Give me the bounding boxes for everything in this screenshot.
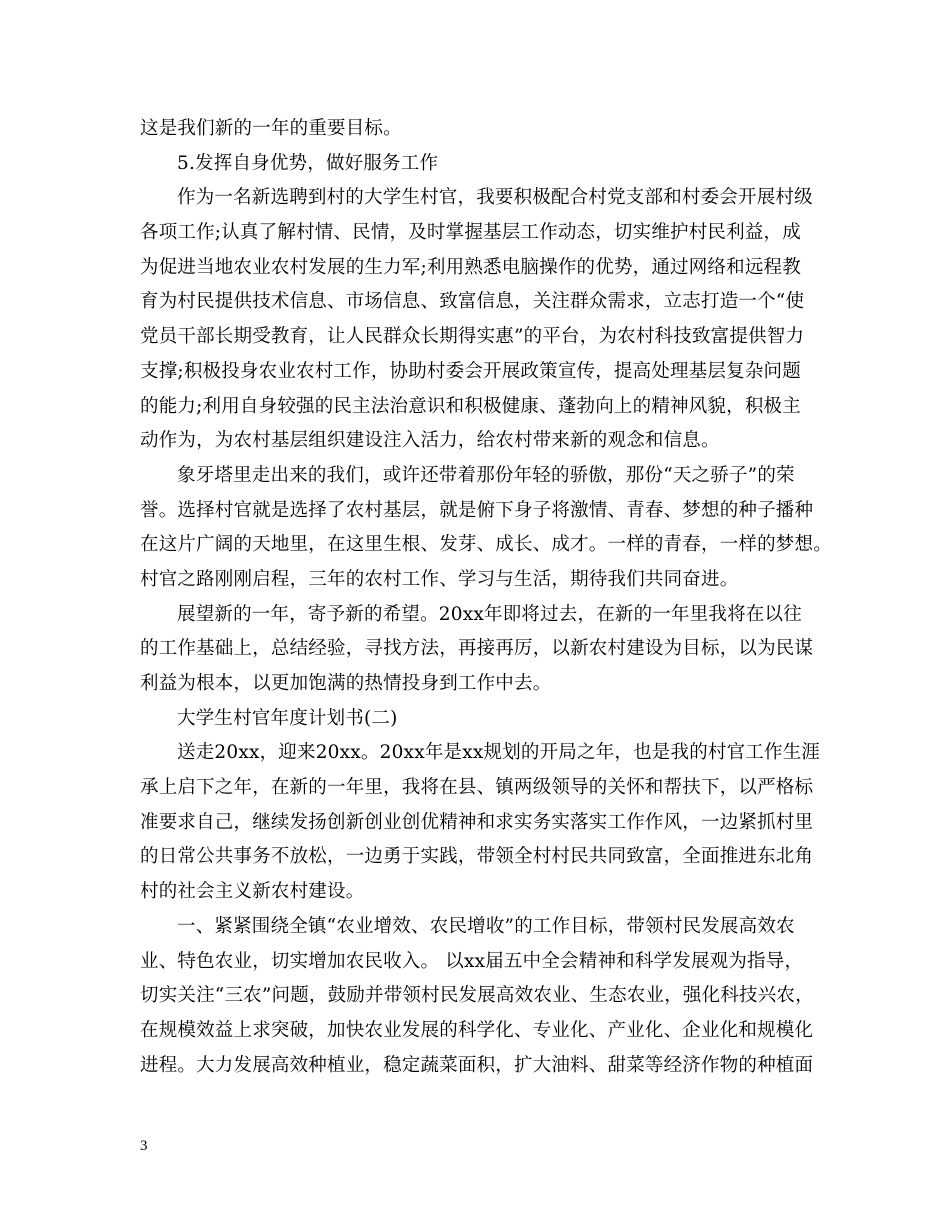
text-line: 象牙塔里走出来的我们，或许还带着那份年轻的骄傲，那份“天之骄子”的荣 bbox=[177, 464, 795, 486]
text-line: 在规模效益上求突破，加快农业发展的科学化、专业化、产业化、企业化和规模化 bbox=[140, 1019, 814, 1041]
text-line: 育为村民提供技术信息、市场信息、致富信息，关注群众需求，立志打造一个“使 bbox=[140, 291, 805, 313]
text-line: 村官之路刚刚启程，三年的农村工作、学习与生活，期待我们共同奋进。 bbox=[140, 568, 739, 590]
text-line: 为促进当地农业农村发展的生力军;利用熟悉电脑操作的优势，通过网络和远程教 bbox=[140, 256, 801, 278]
text-line: 各项工作;认真了解村情、民情，及时掌握基层工作动态，切实维护村民利益，成 bbox=[140, 222, 801, 244]
text-line: 的能力;利用自身较强的民主法治意识和积极健康、蓬勃向上的精神风貌，积极主 bbox=[140, 395, 801, 417]
text-line: 誉。选择村官就是选择了农村基层，就是俯下身子将激情、青春、梦想的种子播种 bbox=[140, 499, 814, 521]
text-line: 一、紧紧围绕全镇“农业增效、农民增收”的工作目标，带领村民发展高效农 bbox=[177, 915, 795, 937]
text-line: 利益为根本，以更加饱满的热情投身到工作中去。 bbox=[140, 673, 552, 694]
text-line: 支撑;积极投身农业农村工作，协助村委会开展政策宣传，提高处理基层复杂问题 bbox=[140, 360, 801, 382]
text-line: 的工作基础上，总结经验，寻找方法，再接再厉，以新农村建设为目标，以为民谋 bbox=[140, 638, 814, 660]
text-line: 业、特色农业，切实增加农民收入。 以xx届五中全会精神和科学发展观为指导， bbox=[140, 950, 804, 972]
text-line: 进程。大力发展高效种植业，稳定蔬菜面积，扩大油料、甜菜等经济作物的种植面 bbox=[140, 1054, 814, 1076]
text-line: 党员干部长期受教育，让人民群众长期得实惠”的平台，为农村科技致富提供智力 bbox=[140, 326, 805, 348]
text-line: 的日常公共事务不放松，一边勇于实践，带领全村村民共同致富，全面推进东北角 bbox=[140, 846, 814, 868]
text-line: 5.发挥自身优势，做好服务工作 bbox=[177, 152, 439, 174]
text-line: 村的社会主义新农村建设。 bbox=[140, 881, 365, 903]
document-body bbox=[140, 112, 832, 1083]
text-line: 这是我们新的一年的重要目标。 bbox=[140, 118, 402, 139]
text-line: 切实关注“三农”问题，鼓励并带领村民发展高效农业、生态农业，强化科技兴农， bbox=[140, 985, 814, 1007]
text-line: 承上启下之年，在新的一年里，我将在县、镇两级领导的关怀和帮扶下，以严格标 bbox=[140, 777, 814, 799]
text-line: 在这片广阔的天地里，在这里生根、发芽、成长、成才。一样的青春，一样的梦想。 bbox=[140, 534, 832, 556]
text-line: 准要求自己，继续发扬创新创业创优精神和求实务实落实工作作风，一边紧抓村里 bbox=[140, 811, 814, 833]
text-line: 作为一名新选聘到村的大学生村官，我要积极配合村党支部和村委会开展村级 bbox=[177, 187, 813, 209]
text-line: 送走20xx，迎来20xx。20xx年是xx规划的开局之年，也是我的村官工作生涯 bbox=[177, 742, 821, 764]
page-number: 3 bbox=[140, 1138, 148, 1154]
text-line: 展望新的一年，寄予新的希望。20xx年即将过去，在新的一年里我将在以往 bbox=[177, 603, 802, 625]
section-heading: 大学生村官年度计划书(二) bbox=[177, 707, 398, 729]
text-line: 动作为，为农村基层组织建设注入活力，给农村带来新的观念和信息。 bbox=[140, 430, 720, 452]
